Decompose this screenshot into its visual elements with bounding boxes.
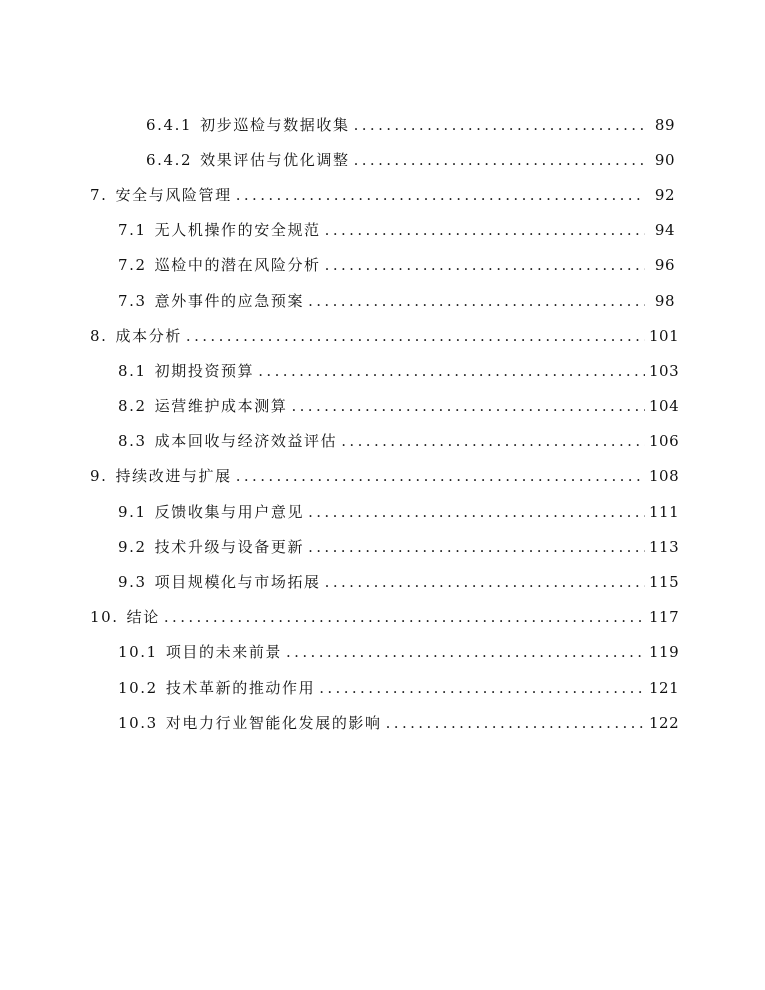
toc-entry[interactable] bbox=[0, 177, 765, 212]
toc-entry[interactable] bbox=[0, 459, 765, 494]
toc-entry-title: 成本回收与经济效益评估 bbox=[154, 432, 338, 451]
toc-entry[interactable] bbox=[0, 389, 765, 424]
toc-entry-title: 项目的未来前景 bbox=[165, 643, 283, 662]
toc-entry-number: 7. bbox=[90, 185, 108, 204]
toc-entry-page: 98 bbox=[654, 291, 675, 310]
toc-leader-dots bbox=[341, 431, 645, 451]
toc-entry-page: 104 bbox=[649, 397, 680, 416]
toc-entry-title: 效果评估与优化调整 bbox=[200, 150, 350, 169]
toc-entry-number: 8.1 bbox=[118, 361, 147, 380]
toc-entry[interactable] bbox=[0, 213, 765, 248]
toc-entry[interactable] bbox=[0, 564, 765, 599]
toc-entry-page: 115 bbox=[649, 573, 680, 592]
toc-entry-number: 10.2 bbox=[118, 678, 158, 697]
toc-entry-title: 技术升级与设备更新 bbox=[154, 537, 305, 556]
toc-leader-dots bbox=[164, 607, 645, 627]
toc-leader-dots bbox=[354, 115, 645, 135]
toc-entry[interactable] bbox=[0, 142, 765, 177]
toc-entry-number: 8.3 bbox=[118, 432, 147, 451]
toc-leader-dots bbox=[325, 220, 645, 240]
toc-entry-number: 7.3 bbox=[118, 291, 147, 310]
toc-entry-title: 结论 bbox=[126, 608, 160, 627]
toc-entry-page: 96 bbox=[654, 256, 675, 275]
toc-entry-number: 9.1 bbox=[118, 502, 147, 521]
toc-entry[interactable] bbox=[0, 600, 765, 635]
toc-entry-page: 119 bbox=[649, 643, 680, 662]
toc-entry-title: 对电力行业智能化发展的影响 bbox=[165, 713, 382, 732]
toc-entry-page: 106 bbox=[649, 432, 680, 451]
toc-entry-page: 113 bbox=[649, 537, 680, 556]
toc-entry-title: 持续改进与扩展 bbox=[115, 467, 232, 486]
toc-entry-number: 8. bbox=[90, 326, 108, 345]
toc-leader-dots bbox=[386, 713, 645, 733]
toc-entry-page: 111 bbox=[649, 502, 680, 521]
toc-entry-page: 101 bbox=[649, 326, 680, 345]
toc-entry-number: 6.4.2 bbox=[146, 150, 193, 169]
toc-entry[interactable] bbox=[0, 248, 765, 283]
toc-leader-dots bbox=[308, 537, 645, 557]
toc-entry[interactable] bbox=[0, 283, 765, 318]
toc-entry-title: 巡检中的潜在风险分析 bbox=[154, 256, 321, 275]
toc-entry-title: 无人机操作的安全规范 bbox=[154, 221, 321, 240]
toc-entry-page: 108 bbox=[649, 467, 680, 486]
toc-entry-page: 94 bbox=[654, 221, 675, 240]
toc-entry-title: 初步巡检与数据收集 bbox=[200, 115, 350, 134]
toc-entry-number: 10.3 bbox=[118, 713, 158, 732]
toc-leader-dots bbox=[236, 185, 645, 205]
toc-entry-number: 9.3 bbox=[118, 573, 147, 592]
toc-entry-number: 6.4.1 bbox=[146, 115, 193, 134]
toc-entry[interactable] bbox=[0, 635, 765, 670]
toc-entry-number: 10.1 bbox=[118, 643, 158, 662]
toc-entry[interactable] bbox=[0, 353, 765, 388]
toc-entry-title: 初期投资预算 bbox=[154, 361, 255, 380]
toc-entry-number: 7.2 bbox=[118, 256, 147, 275]
toc-entry-number: 7.1 bbox=[118, 221, 147, 240]
toc-leader-dots bbox=[186, 326, 645, 346]
toc-entry-page: 121 bbox=[649, 678, 680, 697]
toc-leader-dots bbox=[308, 291, 645, 311]
toc-entry-number: 10. bbox=[90, 608, 119, 627]
toc-entry[interactable] bbox=[0, 529, 765, 564]
toc-entry-number: 9.2 bbox=[118, 537, 147, 556]
toc-entry[interactable] bbox=[0, 318, 765, 353]
toc-entry-number: 9. bbox=[90, 467, 108, 486]
toc-entry-page: 90 bbox=[654, 150, 675, 169]
toc-entry[interactable] bbox=[0, 494, 765, 529]
toc-leader-dots bbox=[319, 678, 645, 698]
toc-entry-title: 成本分析 bbox=[115, 326, 182, 345]
toc-leader-dots bbox=[325, 572, 645, 592]
toc-leader-dots bbox=[236, 466, 645, 486]
toc-leader-dots bbox=[308, 502, 645, 522]
toc-entry[interactable] bbox=[0, 670, 765, 705]
toc-entry-page: 89 bbox=[654, 115, 675, 134]
toc-entry-page: 122 bbox=[649, 713, 680, 732]
toc-entry[interactable] bbox=[0, 705, 765, 740]
toc-entry-title: 技术革新的推动作用 bbox=[165, 678, 316, 697]
toc-leader-dots bbox=[291, 396, 645, 416]
toc-leader-dots bbox=[286, 642, 645, 662]
toc-entry-title: 运营维护成本测算 bbox=[154, 397, 288, 416]
toc-entry-page: 103 bbox=[649, 361, 680, 380]
toc-entry-title: 反馈收集与用户意见 bbox=[154, 502, 305, 521]
table-of-contents bbox=[0, 107, 765, 740]
toc-leader-dots bbox=[258, 361, 645, 381]
toc-entry-title: 项目规模化与市场拓展 bbox=[154, 573, 321, 592]
toc-leader-dots bbox=[354, 150, 645, 170]
toc-entry-page: 92 bbox=[654, 185, 675, 204]
toc-entry[interactable] bbox=[0, 424, 765, 459]
toc-entry-page: 117 bbox=[649, 608, 680, 627]
toc-entry[interactable] bbox=[0, 107, 765, 142]
toc-entry-number: 8.2 bbox=[118, 397, 147, 416]
toc-entry-title: 安全与风险管理 bbox=[115, 185, 232, 204]
toc-leader-dots bbox=[325, 255, 645, 275]
toc-entry-title: 意外事件的应急预案 bbox=[154, 291, 305, 310]
